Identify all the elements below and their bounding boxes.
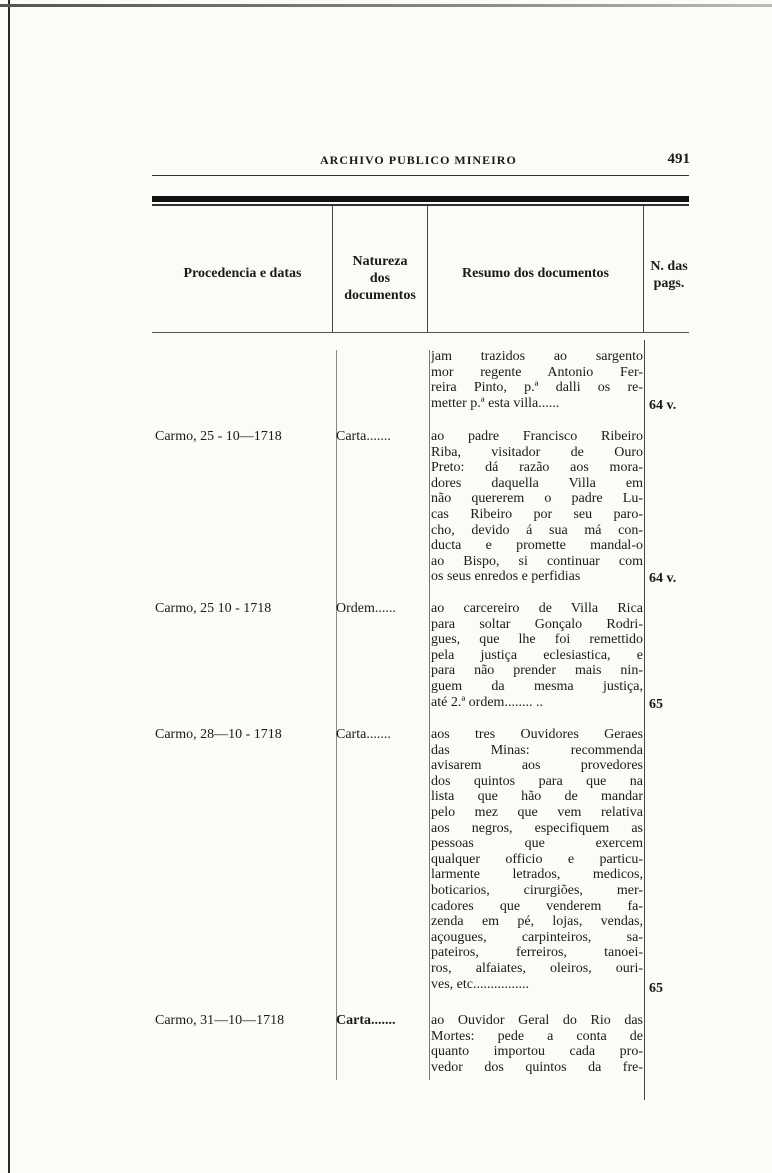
header-line: documentos [344,288,416,303]
summary-line: cho, devido á sua má con- [431,522,643,538]
summary-line: jam trazidos ao sargento [431,349,643,364]
column-header-natureza [333,253,427,304]
column-header-procedencia: Procedencia e datas [183,266,302,281]
column-divider [429,350,430,1080]
header-underline [152,332,689,333]
document-date: Carmo, 25 10 - 1718 [155,601,272,616]
document-summary [431,349,643,411]
page-reference: 65 [649,981,663,996]
column-header-paginas [644,258,694,292]
header-line: dos [369,271,391,286]
summary-line: pateiros, ferreiros, tanoei- [431,945,643,961]
summary-line: das Minas: recommenda [431,742,643,758]
summary-line: ao carcereiro de Villa Rica [431,601,643,616]
summary-line: dos quintos para que na [431,773,643,789]
summary-line: cas Ribeiro por seu paro- [431,506,643,522]
document-date: Carmo, 25 - 10—1718 [155,429,282,444]
page-reference: 64 v. [649,398,677,413]
summary-line: ves, etc................ [431,976,529,992]
summary-line: dores daquella Villa em [431,475,643,491]
summary-line: pela justiça eclesiastica, e [431,647,643,663]
document-nature: Ordem...... [336,601,396,616]
summary-line: para soltar Gonçalo Rodri- [431,616,643,632]
summary-line: reira Pinto, p.ª dalli os re- [431,380,643,396]
document-date: Carmo, 28—10 - 1718 [155,727,282,742]
summary-line: até 2.ª ordem........ .. [431,694,543,710]
page-reference: 65 [649,697,663,712]
summary-line: Preto: dá razão aos mora- [431,460,643,476]
summary-line: qualquer officio e particu- [431,851,643,867]
summary-line: vedor dos quintos da fre- [431,1059,643,1075]
document-summary [431,1013,643,1075]
table-top-rule [152,196,689,202]
summary-line: boticarios, cirurgiões, mer- [431,882,643,898]
summary-line: lista que hão de mandar [431,789,643,805]
summary-line: ducta e promette mandal-o [431,538,643,554]
summary-line: ao padre Francisco Ribeiro [431,429,643,444]
running-head [150,153,690,173]
document-nature: Carta....... [336,429,391,444]
summary-line: para não prender mais nin- [431,663,643,679]
summary-line: zenda em pé, lojas, vendas, [431,914,643,930]
summary-line: mor regente Antonio Fer- [431,364,643,380]
summary-line: pelo mez que vem relativa [431,804,643,820]
document-summary [431,727,643,992]
table-top-rule-thin [152,204,689,206]
page-edge-top [0,4,772,7]
summary-line: ao Ouvidor Geral do Rio das [431,1013,643,1028]
summary-line: avisarem aos provedores [431,758,643,774]
summary-line: larmente letrados, medicos, [431,867,643,883]
page-reference: 64 v. [649,571,677,586]
document-summary [431,601,643,710]
page-edge [8,0,10,1173]
summary-line: quanto importou cada pro- [431,1044,643,1060]
document-nature: Carta....... [336,1013,396,1028]
document-date: Carmo, 31—10—1718 [155,1013,285,1028]
summary-line: aos negros, especifiquem as [431,820,643,836]
summary-line: pessoas que exercem [431,836,643,852]
column-header-resumo: Resumo dos documentos [461,266,609,281]
summary-line: não quererem o padre Lu- [431,491,643,507]
summary-line: gues, que lhe foi remettido [431,632,643,648]
summary-line: guem da mesma justiça, [431,678,643,694]
summary-line: Mortes: pede a conta de [431,1028,643,1044]
summary-line: ao Bispo, si continuar com [431,553,643,569]
column-divider [644,340,645,1100]
document-summary [431,429,643,585]
summary-line: cadores que venderem fa- [431,898,643,914]
header-line: Natureza [352,254,408,269]
page-number: 491 [667,151,690,167]
column-divider [336,350,337,1080]
document-nature: Carta....... [336,727,391,742]
summary-line: Riba, visitador de Ouro [431,444,643,460]
summary-line: ros, alfaiates, oleiros, ouri- [431,960,643,976]
header-line: N. das [650,259,688,274]
summary-line: metter p.ª esta villa...... [431,395,560,411]
header-rule [152,175,689,176]
summary-line: açougues, carpinteiros, sa- [431,929,643,945]
summary-line: aos tres Ouvidores Geraes [431,727,643,742]
summary-line: os seus enredos e perfidias [431,569,581,585]
header-line: pags. [653,276,685,291]
running-head-title: ARCHIVO PUBLICO MINEIRO [320,153,517,167]
